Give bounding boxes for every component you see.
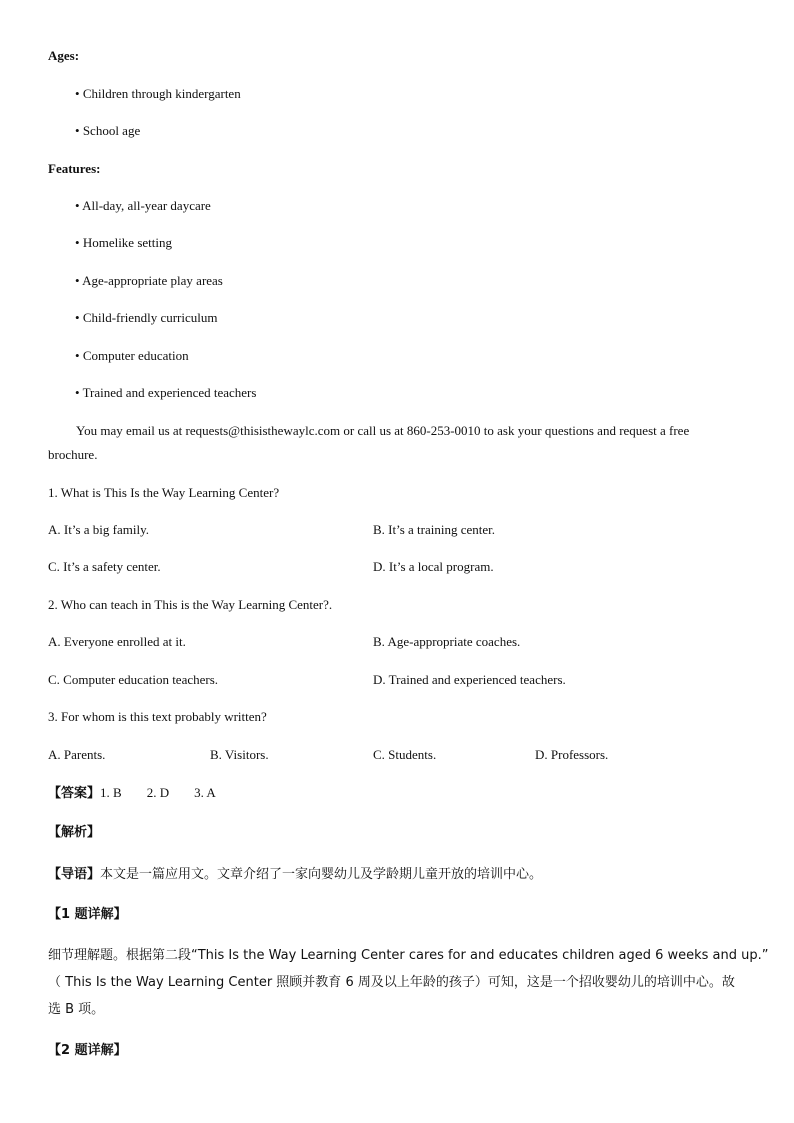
features-heading: Features:: [48, 161, 101, 176]
ages-heading: Ages:: [48, 48, 80, 63]
bullet: •: [75, 86, 80, 101]
ages-item: • School age: [75, 123, 141, 138]
q1-detail-heading: 【1 题详解】: [48, 907, 127, 922]
features-item: • All-day, all-year daycare: [75, 198, 211, 213]
contact-line-2: brochure.: [48, 447, 98, 462]
guide-paragraph: [48, 867, 542, 883]
bullet: •: [75, 123, 80, 138]
bullet: •: [75, 385, 80, 400]
question-1-stem: 1. What is This Is the Way Learning Center?: [48, 485, 280, 500]
guide-text: 本文是一篇应用文。文章介绍了一家向婴幼儿及学龄期儿童开放的培训中心。: [100, 867, 543, 882]
q2-detail-heading: 【2 题详解】: [48, 1043, 127, 1058]
bullet: •: [75, 273, 80, 288]
bullet: •: [75, 235, 80, 250]
question-2-option-a: A. Everyone enrolled at it.: [48, 634, 186, 649]
bullet: •: [75, 198, 80, 213]
answer-item: 2. D: [146, 785, 170, 800]
answer-item: 1. B: [100, 785, 122, 800]
features-item: • Computer education: [75, 348, 189, 363]
question-3-option-a: A. Parents.: [48, 747, 106, 762]
question-2-option-d: D. Trained and experienced teachers.: [373, 672, 566, 687]
features-item: • Trained and experienced teachers: [75, 385, 257, 400]
question-1-option-a: A. It’s a big family.: [48, 522, 149, 537]
bullet: •: [75, 348, 80, 363]
question-3-option-b: B. Visitors.: [210, 747, 269, 762]
guide-label: 【导语】: [48, 867, 101, 882]
contact-line-1: You may email us at requests@thisisthewaylc.com or call us at 860-253-0010 to ask your questions and request a free: [76, 423, 690, 438]
question-2-stem: 2. Who can teach in This is the Way Learning Center?.: [48, 597, 333, 612]
question-1-option-c: C. It’s a safety center.: [48, 559, 161, 574]
q1-detail-line-3: 选 B 项。: [48, 1002, 105, 1017]
answer-item: 3. A: [194, 785, 216, 800]
question-1-option-b: B. It’s a training center.: [373, 522, 496, 537]
question-3-option-c: C. Students.: [373, 747, 437, 762]
question-2-option-b: B. Age-appropriate coaches.: [373, 634, 521, 649]
question-1-option-d: D. It’s a local program.: [373, 559, 494, 574]
answer-line: [48, 785, 216, 802]
question-3-stem: 3. For whom is this text probably written?: [48, 709, 267, 724]
bullet: •: [75, 310, 80, 325]
question-3-option-d: D. Professors.: [535, 747, 609, 762]
analysis-heading: 【解析】: [48, 825, 101, 840]
ages-item: • Children through kindergarten: [75, 86, 241, 101]
question-2-option-c: C. Computer education teachers.: [48, 672, 219, 687]
q1-detail-line-1: 细节理解题。根据第二段“This Is the Way Learning Center cares for and educates children aged 6 weeks and up.”: [48, 948, 769, 963]
features-item: • Age-appropriate play areas: [75, 273, 223, 288]
q1-detail-line-2: （ This Is the Way Learning Center 照顾并教育 6 周及以上年龄的孩子）可知，这是一个招收婴幼儿的培训中心。故: [48, 975, 735, 990]
features-item: • Child-friendly curriculum: [75, 310, 218, 325]
features-item: • Homelike setting: [75, 235, 172, 250]
answer-label: 【答案】: [48, 786, 101, 801]
